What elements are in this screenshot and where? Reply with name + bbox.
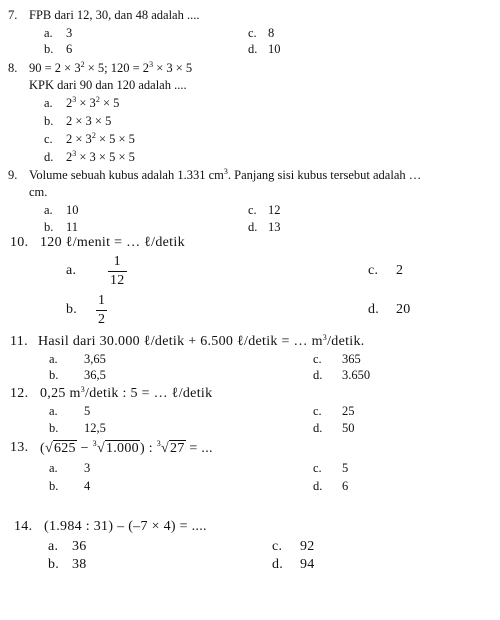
question-text: KPK dari 90 dan 120 adalah .... — [29, 78, 187, 92]
option-letter: a. — [44, 26, 53, 40]
question-number: 10. — [10, 235, 29, 250]
option-value: 36,5 — [84, 368, 106, 382]
option-value: 2 — [396, 263, 404, 278]
option-value: 12 — [268, 203, 281, 217]
option-value: 6 — [342, 479, 349, 493]
option-value: $2^3 \times 3 \times 5 \times 5$ — [66, 149, 135, 164]
option-letter: c. — [248, 203, 257, 217]
option-letter: b. — [49, 421, 59, 435]
option-letter: d. — [368, 302, 380, 317]
option-letter: a. — [49, 404, 58, 418]
question-text: cm. — [29, 185, 48, 199]
question-text: Volume sebuah kubus adalah 1.331 $cm^3$. Panjang sisi kubus tersebut adalah … — [29, 167, 422, 182]
option-value: 365 — [342, 352, 361, 366]
option-letter: c. — [313, 352, 322, 366]
option-letter: d. — [44, 150, 54, 164]
option-letter: a. — [49, 352, 58, 366]
option-value: 94 — [300, 557, 315, 572]
option-value: 10 — [66, 203, 79, 217]
option-value: 50 — [342, 421, 355, 435]
option-letter: a. — [44, 203, 53, 217]
option-value: 5 — [342, 461, 349, 475]
question-number: 11. — [10, 334, 28, 349]
option-letter: a. — [66, 263, 77, 278]
question-number: 9. — [8, 168, 18, 182]
option-letter: a. — [48, 539, 59, 554]
option-letter: c. — [44, 132, 53, 146]
option-value: 11 — [66, 220, 79, 234]
fraction: $\frac{1}{2}$ — [98, 293, 106, 327]
question-text: FPB dari 12, 30, dan 48 adalah .... — [29, 8, 200, 22]
question-text: (√625 − $^3$√1.000) : $^3$√27 = ... — [40, 439, 213, 456]
option-value: $2 \times 3^2 \times 5 \times 5$ — [66, 131, 135, 146]
option-letter: c. — [368, 263, 379, 278]
option-letter: b. — [44, 220, 54, 234]
option-value: 92 — [300, 539, 315, 554]
option-letter: b. — [66, 302, 78, 317]
option-letter: a. — [49, 461, 58, 475]
option-value: 38 — [72, 557, 87, 572]
option-value: 6 — [66, 42, 73, 56]
question-number: 13. — [10, 440, 29, 455]
option-value: 36 — [72, 539, 87, 554]
option-letter: c. — [248, 26, 257, 40]
question-number: 8. — [8, 61, 18, 75]
option-value: 2 × 3 × 5 — [66, 114, 112, 128]
question-number: 14. — [14, 519, 33, 534]
option-letter: b. — [49, 479, 59, 493]
option-value: 3 — [84, 461, 91, 475]
fraction: $\frac{1}{12}$ — [110, 254, 125, 288]
option-value: 3.650 — [342, 368, 371, 382]
option-letter: a. — [44, 96, 53, 110]
option-value: 3,65 — [84, 352, 106, 366]
question-text: 0,25 $m^3$/detik : 5 = … ℓ/detik — [40, 385, 213, 401]
option-letter: d. — [272, 557, 284, 572]
option-letter: c. — [313, 404, 322, 418]
option-value: $2^3 \times 3^2 \times 5$ — [66, 95, 120, 110]
option-letter: c. — [313, 461, 322, 475]
option-letter: d. — [313, 368, 323, 382]
question-text: $90 = 2 \times 3^2 \times 5$; $120 = 2^3 \times 3 \times 5$ — [29, 60, 193, 75]
option-value: 3 — [66, 26, 73, 40]
option-letter: c. — [272, 539, 283, 554]
option-letter: d. — [313, 479, 323, 493]
option-value: 4 — [84, 479, 91, 493]
option-value: 20 — [396, 302, 411, 317]
question-text: (1.984 : 31) – (–7 × 4) = .... — [44, 519, 207, 534]
question-number: 12. — [10, 386, 29, 401]
option-value: 12,5 — [84, 421, 106, 435]
option-value: 13 — [268, 220, 281, 234]
option-letter: b. — [49, 368, 59, 382]
option-value: 8 — [268, 26, 275, 40]
option-value: 25 — [342, 404, 355, 418]
option-letter: d. — [313, 421, 323, 435]
option-letter: d. — [248, 220, 258, 234]
option-letter: b. — [44, 114, 54, 128]
option-value: 5 — [84, 404, 91, 418]
option-letter: d. — [248, 42, 258, 56]
option-value: 10 — [268, 42, 281, 56]
question-text: Hasil dari 30.000 ℓ/detik + 6.500 ℓ/detik = … $m^3$/detik. — [38, 333, 365, 349]
option-letter: b. — [48, 557, 60, 572]
question-text: 120 ℓ/menit = … ℓ/detik — [40, 235, 185, 250]
question-number: 7. — [8, 8, 18, 22]
option-letter: b. — [44, 42, 54, 56]
